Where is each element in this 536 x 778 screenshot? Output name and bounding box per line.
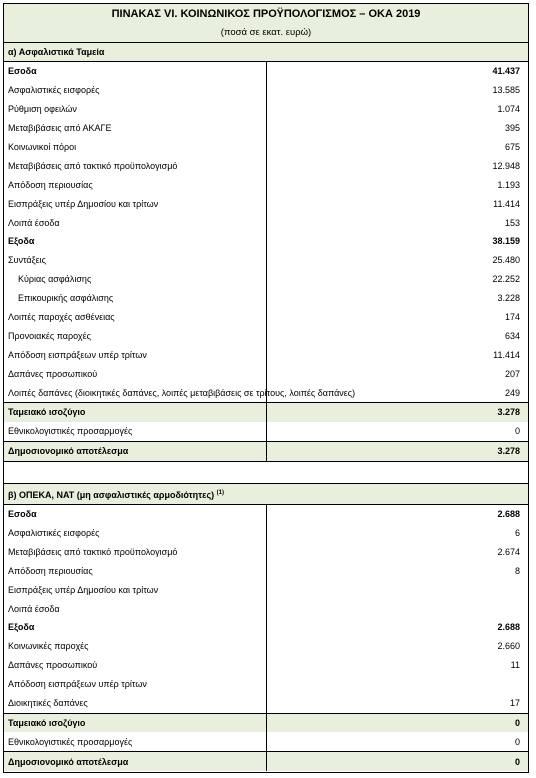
row-label: Λοιπά έσοδα <box>8 603 60 614</box>
table-row <box>4 504 528 523</box>
row-value: 2.660 <box>266 637 528 656</box>
section-b-header <box>4 483 528 504</box>
row-label: Κοινωνικές παροχές <box>8 641 89 652</box>
table-row <box>4 542 528 561</box>
table-row <box>4 637 528 656</box>
row-label: Εσοδα <box>8 509 37 520</box>
table-title-row <box>4 4 528 24</box>
table-row <box>4 232 528 251</box>
row-label: Ταμειακό ισοζύγιο <box>4 403 266 422</box>
row-value: 1.074 <box>266 100 528 119</box>
row-label: Κύριας ασφάλισης <box>18 274 92 285</box>
row-value <box>266 599 528 618</box>
row-label: Ασφαλιστικές εισφορές <box>8 85 100 96</box>
row-value: 0 <box>266 422 528 441</box>
row-value: 3.228 <box>266 289 528 308</box>
row-label: Εξοδα <box>8 622 35 633</box>
table-row <box>4 175 528 194</box>
table-row <box>4 618 528 637</box>
table-row <box>4 100 528 119</box>
row-label: Μεταβιβάσεις από τακτικό προϋπολογισμό <box>8 160 178 171</box>
row-label: Μεταβιβάσεις από ΑΚΑΓΕ <box>8 123 112 134</box>
social-budget-table <box>4 4 528 771</box>
row-value: 3.278 <box>266 403 528 422</box>
row-value: 0 <box>266 713 528 732</box>
row-label: Δαπάνες προσωπικού <box>8 660 98 671</box>
cash-balance-row <box>4 713 528 732</box>
table-row <box>4 524 528 543</box>
row-label: Λοιπά έσοδα <box>8 217 60 228</box>
table-row <box>4 119 528 138</box>
row-label: Δημοσιονομικό αποτέλεσμα <box>4 752 266 771</box>
row-label: Εισπράξεις υπέρ Δημοσίου και τρίτων <box>8 584 159 595</box>
table-subtitle-row <box>4 24 528 43</box>
row-label: Απόδοση περιουσίας <box>8 565 93 576</box>
row-value: 6 <box>266 524 528 543</box>
table-row <box>4 675 528 694</box>
row-value: 13.585 <box>266 81 528 100</box>
row-value: 0 <box>266 752 528 771</box>
row-value <box>266 675 528 694</box>
row-label: Διοικητικές δαπάνες <box>8 698 88 709</box>
section-a-header <box>4 43 528 62</box>
row-value: 1.193 <box>266 175 528 194</box>
table-row <box>4 561 528 580</box>
row-label: Ρύθμιση οφειλών <box>8 104 77 115</box>
row-label: Προνοιακές παροχές <box>8 330 91 341</box>
row-label: Εθνικολογιστικές προσαρμογές <box>8 426 133 437</box>
section-b-heading: β) ΟΠΕΚΑ, ΝΑΤ (μη ασφαλιστικές αρμοδιότητες) <box>8 489 215 500</box>
fiscal-result-row <box>4 441 528 461</box>
row-label: Ασφαλιστικές εισφορές <box>8 528 100 539</box>
row-label: Εσοδα <box>8 66 37 77</box>
row-value: 3.278 <box>266 441 528 461</box>
row-label: Εισπράξεις υπέρ Δημοσίου και τρίτων <box>8 198 159 209</box>
section-a-heading: α) Ασφαλιστικά Ταμεία <box>4 43 528 62</box>
table-row <box>4 345 528 364</box>
table-row <box>4 656 528 675</box>
row-label: Λοιπές παροχές ασθένειας <box>8 312 115 323</box>
budget-table-frame <box>3 3 529 773</box>
row-value: 11 <box>266 656 528 675</box>
table-row <box>4 599 528 618</box>
table-row <box>4 364 528 383</box>
row-value: 22.252 <box>266 270 528 289</box>
row-label: Απόδοση εισπράξεων υπέρ τρίτων <box>8 349 147 360</box>
spacer-cell <box>4 461 528 483</box>
row-value: 11.414 <box>266 194 528 213</box>
row-label: Απόδοση περιουσίας <box>8 179 93 190</box>
row-value: 249 <box>266 383 528 402</box>
row-value: 2.688 <box>266 618 528 637</box>
table-row <box>4 289 528 308</box>
table-row <box>4 694 528 713</box>
table-title: ΠΙΝΑΚΑΣ VI. ΚΟΙΝΩΝΙΚΟΣ ΠΡΟΫΠΟΛΟΓΙΣΜΟΣ – ΟΚΑ 2019 <box>4 4 528 24</box>
row-label: Δημοσιονομικό αποτέλεσμα <box>4 441 266 461</box>
table-row <box>4 383 528 402</box>
row-value: 8 <box>266 561 528 580</box>
table-row <box>4 194 528 213</box>
section-spacer <box>4 461 528 483</box>
row-label: Απόδοση εισπράξεων υπέρ τρίτων <box>8 679 147 690</box>
row-value: 2.688 <box>266 504 528 523</box>
fiscal-result-row <box>4 752 528 771</box>
table-row <box>4 422 528 441</box>
table-row <box>4 62 528 81</box>
row-value: 38.159 <box>266 232 528 251</box>
row-value: 634 <box>266 326 528 345</box>
row-label: Λοιπές δαπάνες (διοικητικές δαπάνες, λοιπές μεταβιβάσεις σε τρίτους, λοιπές δαπάνες) <box>8 387 356 398</box>
table-row <box>4 308 528 327</box>
row-label: Δαπάνες προσωπικού <box>8 368 98 379</box>
row-value: 0 <box>266 732 528 751</box>
table-row <box>4 326 528 345</box>
table-row <box>4 213 528 232</box>
table-subtitle: (ποσά σε εκατ. ευρώ) <box>4 24 528 43</box>
row-label: Συντάξεις <box>8 255 46 266</box>
row-value: 12.948 <box>266 156 528 175</box>
table-row <box>4 732 528 751</box>
row-label: Εθνικολογιστικές προσαρμογές <box>8 736 133 747</box>
table-row <box>4 270 528 289</box>
table-row <box>4 81 528 100</box>
row-value: 11.414 <box>266 345 528 364</box>
row-value: 17 <box>266 694 528 713</box>
cash-balance-row <box>4 403 528 422</box>
footnote-mark: (1) <box>216 489 224 496</box>
row-value: 675 <box>266 138 528 157</box>
row-label: Κοινωνικοί πόροι <box>8 142 77 152</box>
row-value <box>266 580 528 599</box>
section-b-heading-cell <box>4 483 528 504</box>
table-row <box>4 251 528 270</box>
table-row <box>4 156 528 175</box>
row-label: Ταμειακό ισοζύγιο <box>4 713 266 732</box>
table-row <box>4 580 528 599</box>
row-value: 25.480 <box>266 251 528 270</box>
row-label: Επικουρικής ασφάλισης <box>18 293 114 304</box>
row-value: 207 <box>266 364 528 383</box>
row-label: Εξοδα <box>8 236 35 247</box>
row-value: 174 <box>266 308 528 327</box>
row-value: 153 <box>266 213 528 232</box>
table-row <box>4 138 528 157</box>
row-value: 41.437 <box>266 62 528 81</box>
row-value: 2.674 <box>266 542 528 561</box>
row-label: Μεταβιβάσεις από τακτικό προϋπολογισμό <box>8 546 178 557</box>
row-value: 395 <box>266 119 528 138</box>
